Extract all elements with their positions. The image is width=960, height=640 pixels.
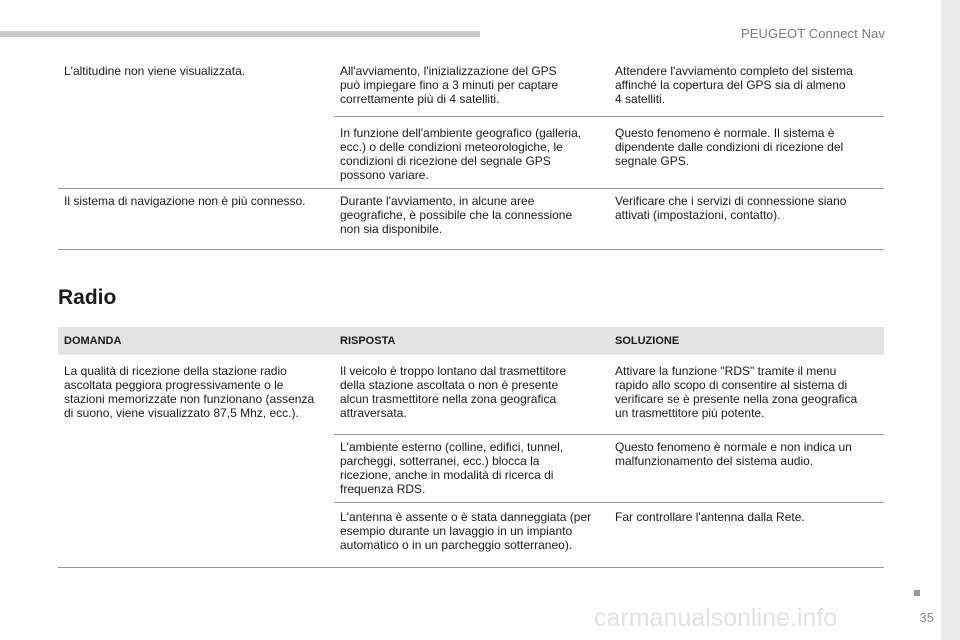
problem-cell: L'altitudine non viene visualizzata.	[58, 60, 334, 189]
continuation-bullet	[914, 590, 920, 596]
gps-troubleshooting-table	[58, 60, 884, 250]
column-header-solution: SOLUZIONE	[609, 327, 884, 355]
table-row	[58, 60, 884, 117]
header-bar	[0, 31, 480, 37]
table-row	[58, 189, 884, 250]
answer-cell: In funzione dell'ambiente geografico (galleria, ecc.) o delle condizioni meteorologiche, le condizioni di ricezione del segnale GPS possono variare.	[334, 117, 609, 189]
solution-cell: Questo fenomeno è normale e non indica un malfunzionamento del sistema audio.	[609, 435, 884, 503]
answer-cell: All'avviamento, l'inizializzazione del GPS può impiegare fino a 3 minuti per captare correttamente più di 4 satelliti.	[334, 60, 609, 117]
solution-cell: Questo fenomeno è normale. Il sistema è dipendente dalle condizioni di ricezione del segnale GPS.	[609, 117, 884, 189]
column-header-answer: RISPOSTA	[334, 327, 609, 355]
section-title-radio: Radio	[58, 286, 117, 309]
table-row	[58, 355, 884, 435]
watermark: carmanualsonline.info	[594, 604, 838, 632]
radio-troubleshooting-table	[58, 327, 884, 568]
answer-cell: Il veicolo è troppo lontano dal trasmettitore della stazione ascoltata o non è presente alcun trasmettitore nella zona geografica attraversata.	[334, 355, 609, 435]
header-brand: PEUGEOT Connect Nav	[741, 26, 885, 41]
page-edge-strip	[941, 0, 960, 640]
column-header-question: DOMANDA	[58, 327, 334, 355]
solution-cell: Attivare la funzione "RDS" tramite il menu rapido allo scopo di consentire al sistema di verificare se è presente nella zona geografica un trasmettitore più potente.	[609, 355, 884, 435]
answer-cell: Durante l'avviamento, in alcune aree geografiche, è possibile che la connessione non sia disponibile.	[334, 189, 609, 250]
answer-cell: L'ambiente esterno (colline, edifici, tunnel, parcheggi, sotterranei, ecc.) blocca la ricezione, anche in modalità di ricerca di frequenza RDS.	[334, 435, 609, 503]
solution-cell: Far controllare l'antenna dalla Rete.	[609, 503, 884, 568]
problem-cell: Il sistema di navigazione non è più connesso.	[58, 189, 334, 250]
solution-cell: Attendere l'avviamento completo del sistema affinché la copertura del GPS sia di almeno 4 satelliti.	[609, 60, 884, 117]
table-header-row	[58, 327, 884, 355]
answer-cell: L'antenna è assente o è stata danneggiata (per esempio durante un lavaggio in un impianto automatico o in un parcheggio sotterraneo).	[334, 503, 609, 568]
solution-cell: Verificare che i servizi di connessione siano attivati (impostazioni, contatto).	[609, 189, 884, 250]
page-number: 35	[919, 610, 934, 625]
problem-cell: La qualità di ricezione della stazione radio ascoltata peggiora progressivamente o le stazioni memorizzate non funzionano (assenza di suono, viene visualizzato 87,5 Mhz, ecc.).	[58, 355, 334, 568]
